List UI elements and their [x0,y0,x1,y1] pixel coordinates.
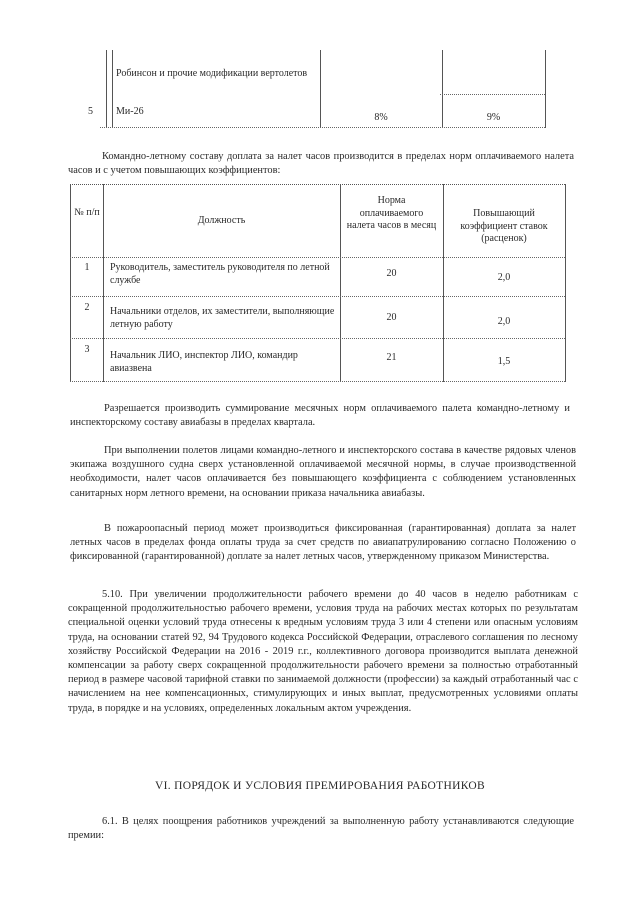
row-2-num: 2 [84,302,90,313]
paragraph-5-10: 5.10. При увеличении продолжительности рабочего времени до 40 часов в неделю работникам с сокращенной продолжительностью рабочего времени, условия труда на рабочих местах которых по результатам специальной оценки условий труда отнесены к вредным условиям труда 3 или 4 степени или опасным условиям труда, на основании статей 92, 94 Трудового кодекса Российской Федерации, отраслевого соглашения по лесному хозяйству Российской Федерации на 2016 - 2019 г.г., коллективного договора производится выплата денежной компенсации за работу сверх сокращенной продолжительности рабочего времени за полностью отработанный период в размере часовой тарифной ставки по занимаемой должности (профессии) за каждый отработанный час с начислением на нее компенсационных, стимулирующих и иных выплат, предусмотренных условиями оплаты труда, в порядке и на условиях, определенных локальным актом учреждения. [68,589,578,714]
row-3-num: 3 [84,344,90,355]
table-border [100,127,545,128]
row-2-position: Начальники отделов, их заместители, выполняющие летную работу [110,306,335,330]
paragraph-intro: Командно-летному составу доплата за налет часов производится в пределах норм оплачиваемого налета часов и с учетом повышающих коэффициентов: [68,151,574,177]
paragraph-fire-season: В пожароопасный период может производиться фиксированная (гарантированная) доплата за налет летных часов в пределах фонда оплаты труда за счет средств по авиапатрулированию согласно Положению о фиксированной (гарантированной) доплате за налет летных часов, утвержденному приказом Министерства. [70,523,576,563]
header-num: № п/п [74,207,100,218]
row-3-norm: 21 [386,352,397,363]
row-2-norm: 20 [386,312,397,323]
table-border [70,184,565,185]
header-position: Должность [197,215,246,226]
paragraph-6-1: 6.1. В целях поощрения работников учреждений за выполненную работу устанавливаются следующие премии: [68,816,574,842]
row-3-coefficient: 1,5 [497,356,511,367]
top-table-row5-name: Ми-26 [116,106,144,117]
paragraph-summation: Разрешается производить суммирование месячных норм оплачиваемого палета командно-летному и инспекторскому составу авиабазы в пределах квартала. [70,403,570,429]
row-1-coefficient: 2,0 [497,272,511,283]
table-border [70,381,565,382]
table-border [103,184,104,382]
row-1-norm: 20 [386,268,397,279]
header-norm: Норма оплачиваемого налета часов в месяц [346,195,437,231]
row-3-position: Начальник ЛИО, инспектор ЛИО, командир авиазвена [110,350,298,374]
paragraph-flights: При выполнении полетов лицами командно-летного и инспекторского состава в качестве рядовых членов экипажа воздушного судна сверх установленной оплачиваемой месячной нормы, в случае производственной необходимости, налет часов оплачивается без повышающего коэффициента с соблюдением установленных санитарных норм летного времени, на основании приказа начальника авиабазы. [70,445,576,499]
top-table-prev-name: Робинсон и прочие модификации вертолетов [116,68,308,79]
top-table-row5-value-1: 8% [374,112,388,123]
table-border [70,296,565,297]
table-border [106,50,107,128]
row-2-coefficient: 2,0 [497,316,511,327]
table-border [70,184,71,382]
top-table-row5-num: 5 [88,106,93,117]
table-border [70,257,565,258]
header-coefficient: Повышающий коэффициент ставок (расценок) [460,208,548,244]
table-border [112,50,113,128]
row-1-num: 1 [84,262,90,273]
table-border [440,94,545,95]
section-heading: VI. ПОРЯДОК И УСЛОВИЯ ПРЕМИРОВАНИЯ РАБОТНИКОВ [155,780,485,792]
table-border [70,338,565,339]
table-border [545,50,546,128]
row-1-position: Руководитель, заместитель руководителя по летной службе [110,262,330,286]
table-border [565,184,566,382]
top-table-row5-value-2: 9% [486,112,501,123]
